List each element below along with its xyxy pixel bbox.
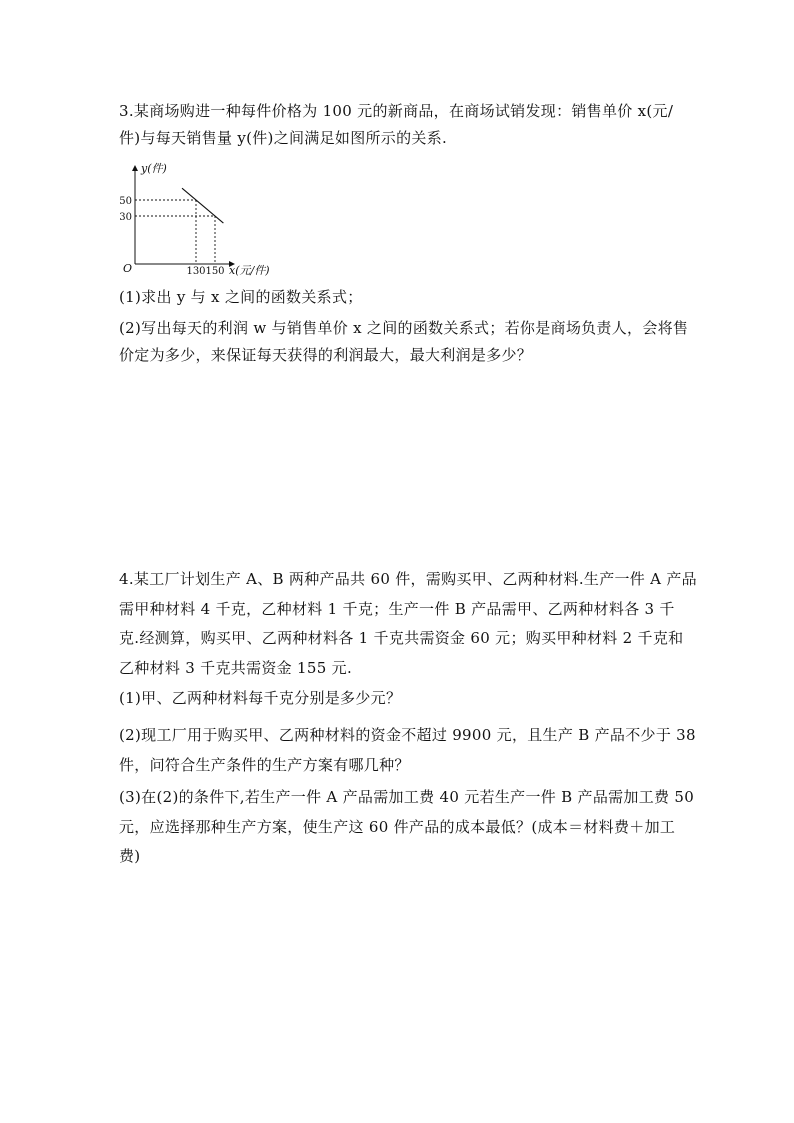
problem-4-sub2 bbox=[119, 721, 701, 780]
y-tick-label: 50 bbox=[119, 196, 132, 207]
text-line: (1)求出 y 与 x 之间的函数关系式； bbox=[119, 288, 363, 306]
x-axis-label: x(元/件) bbox=[229, 264, 270, 277]
function-line bbox=[182, 188, 223, 223]
text-line: (2)写出每天的利润 w 与销售单价 x 之间的函数关系式；若你是商场负责人，会将售 bbox=[119, 319, 689, 337]
y-axis-label: y(件) bbox=[141, 162, 167, 175]
text-line: 3.某商场购进一种每件价格为 100 元的新商品，在商场试销发现：销售单价 x(元/ bbox=[119, 102, 674, 120]
text-line: 需甲种材料 4 千克，乙种材料 1 千克；生产一件 B 产品需甲、乙两种材料各 3 千 bbox=[119, 599, 675, 618]
text-line: (3)在(2)的条件下,若生产一件 A 产品需加工费 40 元若生产一件 B 产品需加工费 50 bbox=[119, 788, 695, 806]
text-line: 费) bbox=[119, 847, 141, 865]
price-sales-graph bbox=[112, 158, 282, 280]
problem-4-sub3 bbox=[119, 783, 701, 872]
x-tick-label: 150 bbox=[205, 266, 225, 277]
text-line: 价定为多少，来保证每天获得的利润最大，最大利润是多少？ bbox=[119, 346, 533, 364]
origin-label: O bbox=[123, 262, 133, 275]
text-line: 件，问符合生产条件的生产方案有哪几种？ bbox=[119, 755, 410, 774]
y-tick-label: 30 bbox=[119, 212, 132, 223]
x-tick-label: 130 bbox=[186, 266, 206, 277]
text-line: (2)现工厂用于购买甲、乙两种材料的资金不超过 9900 元，且生产 B 产品不少于 38 bbox=[119, 726, 696, 744]
text-line: (1)甲、乙两种材料每千克分别是多少元？ bbox=[119, 689, 402, 707]
text-line: 元，应选择那种生产方案，使生产这 60 件产品的成本最低？(成本＝材料费＋加工 bbox=[119, 817, 676, 836]
text-line: 乙种材料 3 千克共需资金 155 元. bbox=[119, 658, 353, 677]
text-line: 件)与每天销售量 y(件)之间满足如图所示的关系. bbox=[119, 129, 448, 147]
text-line: 克.经测算，购买甲、乙两种材料各 1 千克共需资金 60 元；购买甲种材料 2 千克和 bbox=[119, 629, 684, 647]
problem-3-statement bbox=[119, 98, 701, 152]
problem-4-sub1 bbox=[119, 684, 701, 714]
text-line: 4.某工厂计划生产 A、B 两种产品共 60 件，需购买甲、乙两种材料.生产一件 A 产品 bbox=[119, 570, 697, 588]
problem-4-statement bbox=[119, 565, 701, 683]
problem-3-sub2 bbox=[119, 315, 701, 369]
problem-3-sub1 bbox=[119, 284, 701, 311]
